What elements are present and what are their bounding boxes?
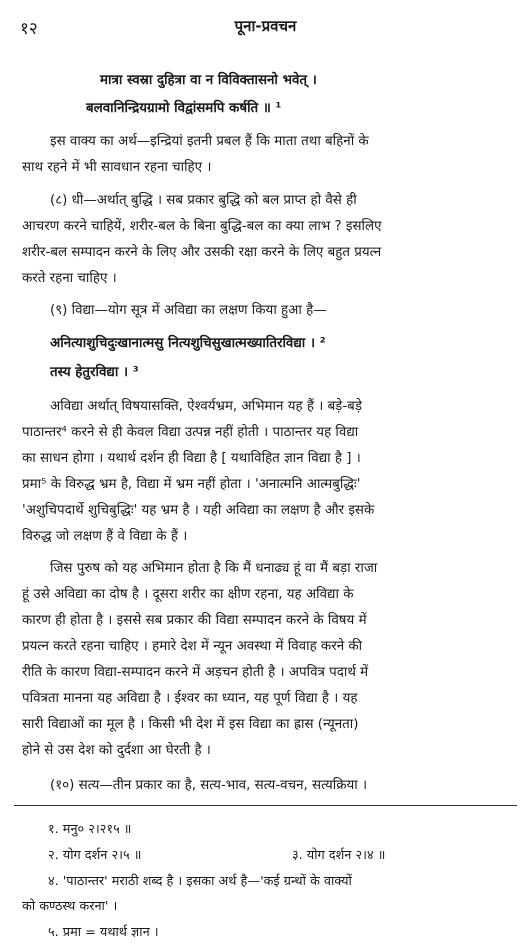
footnote: १. मनु० २।२१५ ॥ [48, 822, 132, 837]
running-title: पूना-प्रवचन [234, 17, 297, 35]
body-line: विरुद्ध जो लक्षण हैं वे विद्या के हैं । [22, 529, 188, 544]
sanskrit-quote-line: तस्य हेतुरविद्या । ³ [50, 365, 139, 380]
body-line: आचरण करने चाहियें, शरीर-बल के बिना बुद्धि-बल का क्या लाभ ? इसलिए [22, 219, 382, 234]
body-line: रीति के कारण विद्या-सम्पादन करने में अड़चन होती है । अपवित्र पदार्थ में [22, 665, 369, 680]
body-line: 'अशुचिपदार्थे शुचिबुद्धिः' यह भ्रम है । यही अविद्या का लक्षण है और इसके [22, 503, 375, 518]
body-line: प्रमा⁵ के विरुद्ध भ्रम है, विद्या में भ्रम नहीं होता । 'अनात्मनि आत्मबुद्धिः' [22, 477, 361, 492]
body-line: अविद्या अर्थात् विषयासक्ति, ऐश्वर्यभ्रम, अभिमान यह हैं । बड़े-बड़े [50, 399, 362, 414]
body-line: करते रहना चाहिए । [22, 271, 117, 286]
body-line: जिस पुरुष को यह अभिमान होता है कि मैं धनाढ्य हूं वा मैं बड़ा राजा [50, 561, 378, 576]
page-number: १२ [20, 19, 38, 39]
page-header [0, 14, 531, 44]
body-line: प्रयत्न करते रहना चाहिए । हमारे देश में न्यून अवस्था में विवाह करने की [22, 639, 363, 654]
body-line: शरीर-बल सम्पादन करने के लिए और उसकी रक्षा करने के लिए बहुत प्रयत्न [22, 245, 382, 260]
body-line: हूं उसे अविद्या का दोष है । दूसरा शरीर का क्षीण रहना, यह अविद्या के [22, 587, 354, 602]
footnote: २. योग दर्शन २।५ ॥ [48, 848, 142, 863]
footnote: ३. योग दर्शन २।४ ॥ [292, 848, 386, 863]
body-line: (९) विद्या—योग सूत्र में अविद्या का लक्षण किया हुआ है— [50, 303, 327, 318]
body-line: होने से उस देश को दुर्दशा आ घेरती है । [22, 743, 211, 758]
body-line: (८) धी—अर्थात् बुद्धि । सब प्रकार बुद्धि को बल प्राप्त हो वैसे ही [50, 193, 357, 208]
body-line: (१०) सत्य—तीन प्रकार का है, सत्य-भाव, सत्य-वचन, सत्यक्रिया । [50, 778, 368, 793]
body-line: का साधन होगा । यथार्थ दर्शन ही विद्या है [ यथाविहित ज्ञान विद्या है ] । [22, 451, 361, 466]
body-line: सारी विद्याओं का मूल है । किसी भी देश में इस विद्या का ह्रास (न्यूनता) [22, 717, 359, 732]
footnote: ५. प्रमा = यथार्थ ज्ञान । [48, 925, 159, 940]
footnote-separator [14, 805, 517, 806]
footnote: को कण्ठस्थ करना' । [22, 899, 118, 914]
body-line: इस वाक्य का अर्थ—इन्द्रियां इतनी प्रबल हैं कि माता तथा बहिनों के [50, 134, 369, 149]
body-line: साथ रहने में भी सावधान रहना चाहिए । [22, 160, 212, 175]
body-line: पाठान्तर⁴ करने से ही केवल विद्या उत्पन्न नहीं होती । पाठान्तर यह विद्या [22, 425, 359, 440]
body-line: पवित्रता मानना यह अविद्या है । ईश्वर का ध्यान, यह पूर्ण विद्या है । यह [22, 691, 358, 706]
sanskrit-quote-line: अनित्याशुचिदुःखानात्मसु नित्यशुचिसुखात्मख्यातिरविद्या । ² [50, 336, 326, 351]
sanskrit-verse-line: बलवानिन्द्रियग्रामो विद्वांसमपि कर्षति ॥ ¹ [86, 101, 282, 116]
body-line: कारण ही होता है । इससे सब प्रकार की विद्या सम्पादन करने के विषय में [22, 613, 367, 628]
footnote: ४. 'पाठान्तर' मराठी शब्द है । इसका अर्थ है—'कई ग्रन्थों के वाक्यों [48, 874, 352, 889]
sanskrit-verse-line: मात्रा स्वस्रा दुहित्रा वा न विविक्तासनो भवेत् । [100, 73, 317, 88]
